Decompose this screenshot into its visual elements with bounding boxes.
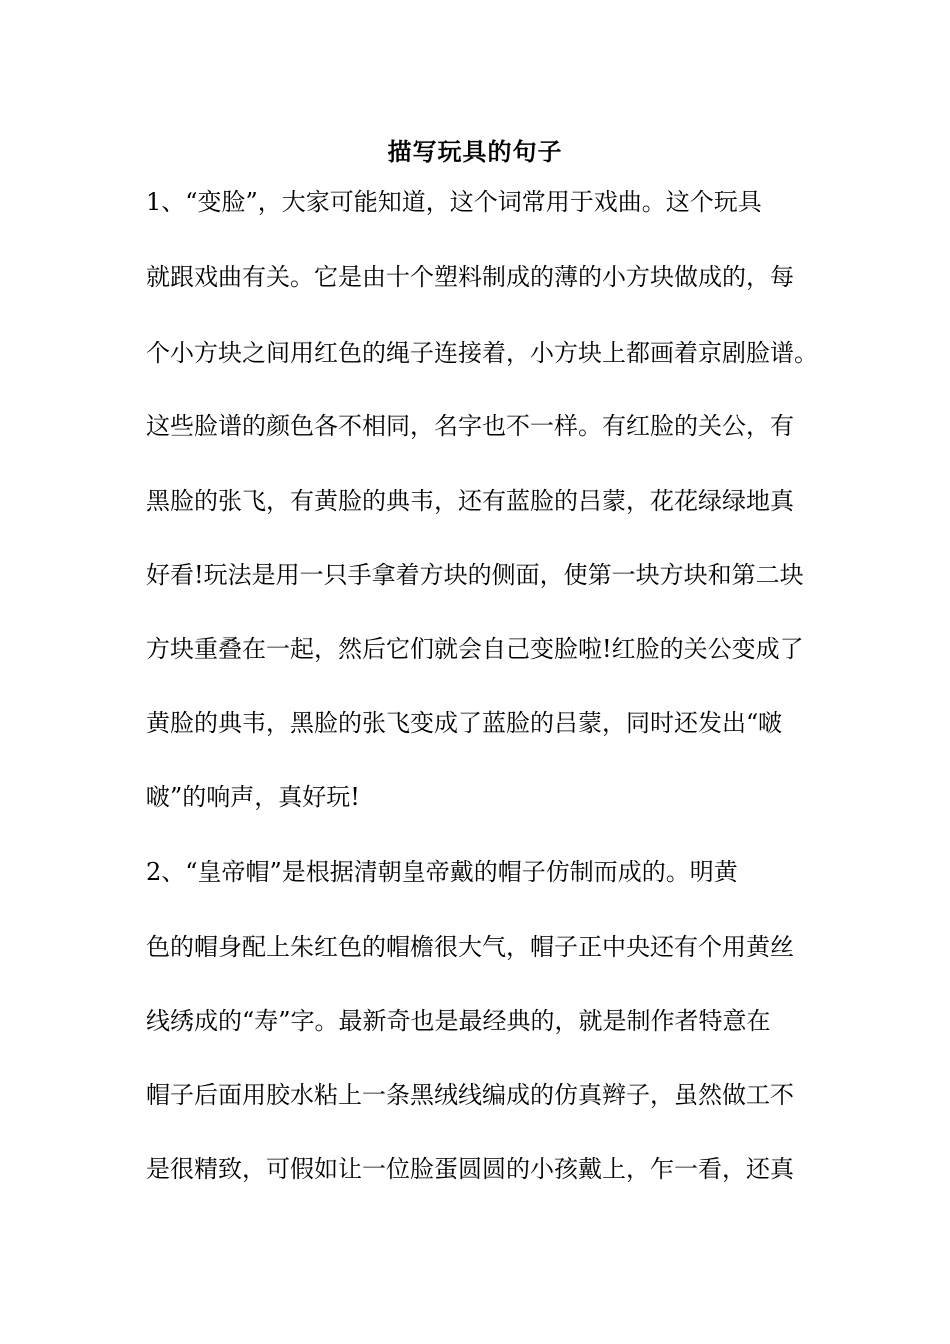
paragraph-line: 黑脸的张飞，有黄脸的典韦，还有蓝脸的吕蒙，花花绿绿地真 <box>146 487 794 515</box>
paragraph-line: 帽子后面用胶水粘上一条黑绒线编成的仿真辫子，虽然做工不 <box>146 1081 794 1109</box>
paragraph-line: 2、“皇帝帽”是根据清朝皇帝戴的帽子仿制而成的。明黄 <box>146 858 738 886</box>
paragraph-line: 这些脸谱的颜色各不相同，名字也不一样。有红脸的关公，有 <box>146 412 794 440</box>
paragraph-line: 线绣成的“寿”字。最新奇也是最经典的，就是制作者特意在 <box>146 1007 771 1035</box>
paragraph-line: 黄脸的典韦，黑脸的张飞变成了蓝脸的吕蒙，同时还发出“啵 <box>146 709 783 737</box>
paragraph-line: 色的帽身配上朱红色的帽檐很大气，帽子正中央还有个用黄丝 <box>146 933 794 961</box>
paragraph-line: 就跟戏曲有关。它是由十个塑料制成的薄的小方块做成的，每 <box>146 263 794 291</box>
paragraph-line: 是很精致，可假如让一位脸蛋圆圆的小孩戴上，乍一看，还真 <box>146 1155 794 1183</box>
paragraph-line: 1、“变脸”，大家可能知道，这个词常用于戏曲。这个玩具 <box>146 188 762 216</box>
paragraph-line: 啵”的响声，真好玩! <box>146 783 360 811</box>
paragraph-line: 好看!玩法是用一只手拿着方块的侧面，使第一块方块和第二块 <box>146 561 804 589</box>
document-title: 描写玩具的句子 <box>387 137 563 166</box>
paragraph-line: 个小方块之间用红色的绳子连接着，小方块上都画着京剧脸谱。 <box>146 339 818 367</box>
paragraph-line: 方块重叠在一起，然后它们就会自己变脸啦!红脸的关公变成了 <box>146 635 804 663</box>
